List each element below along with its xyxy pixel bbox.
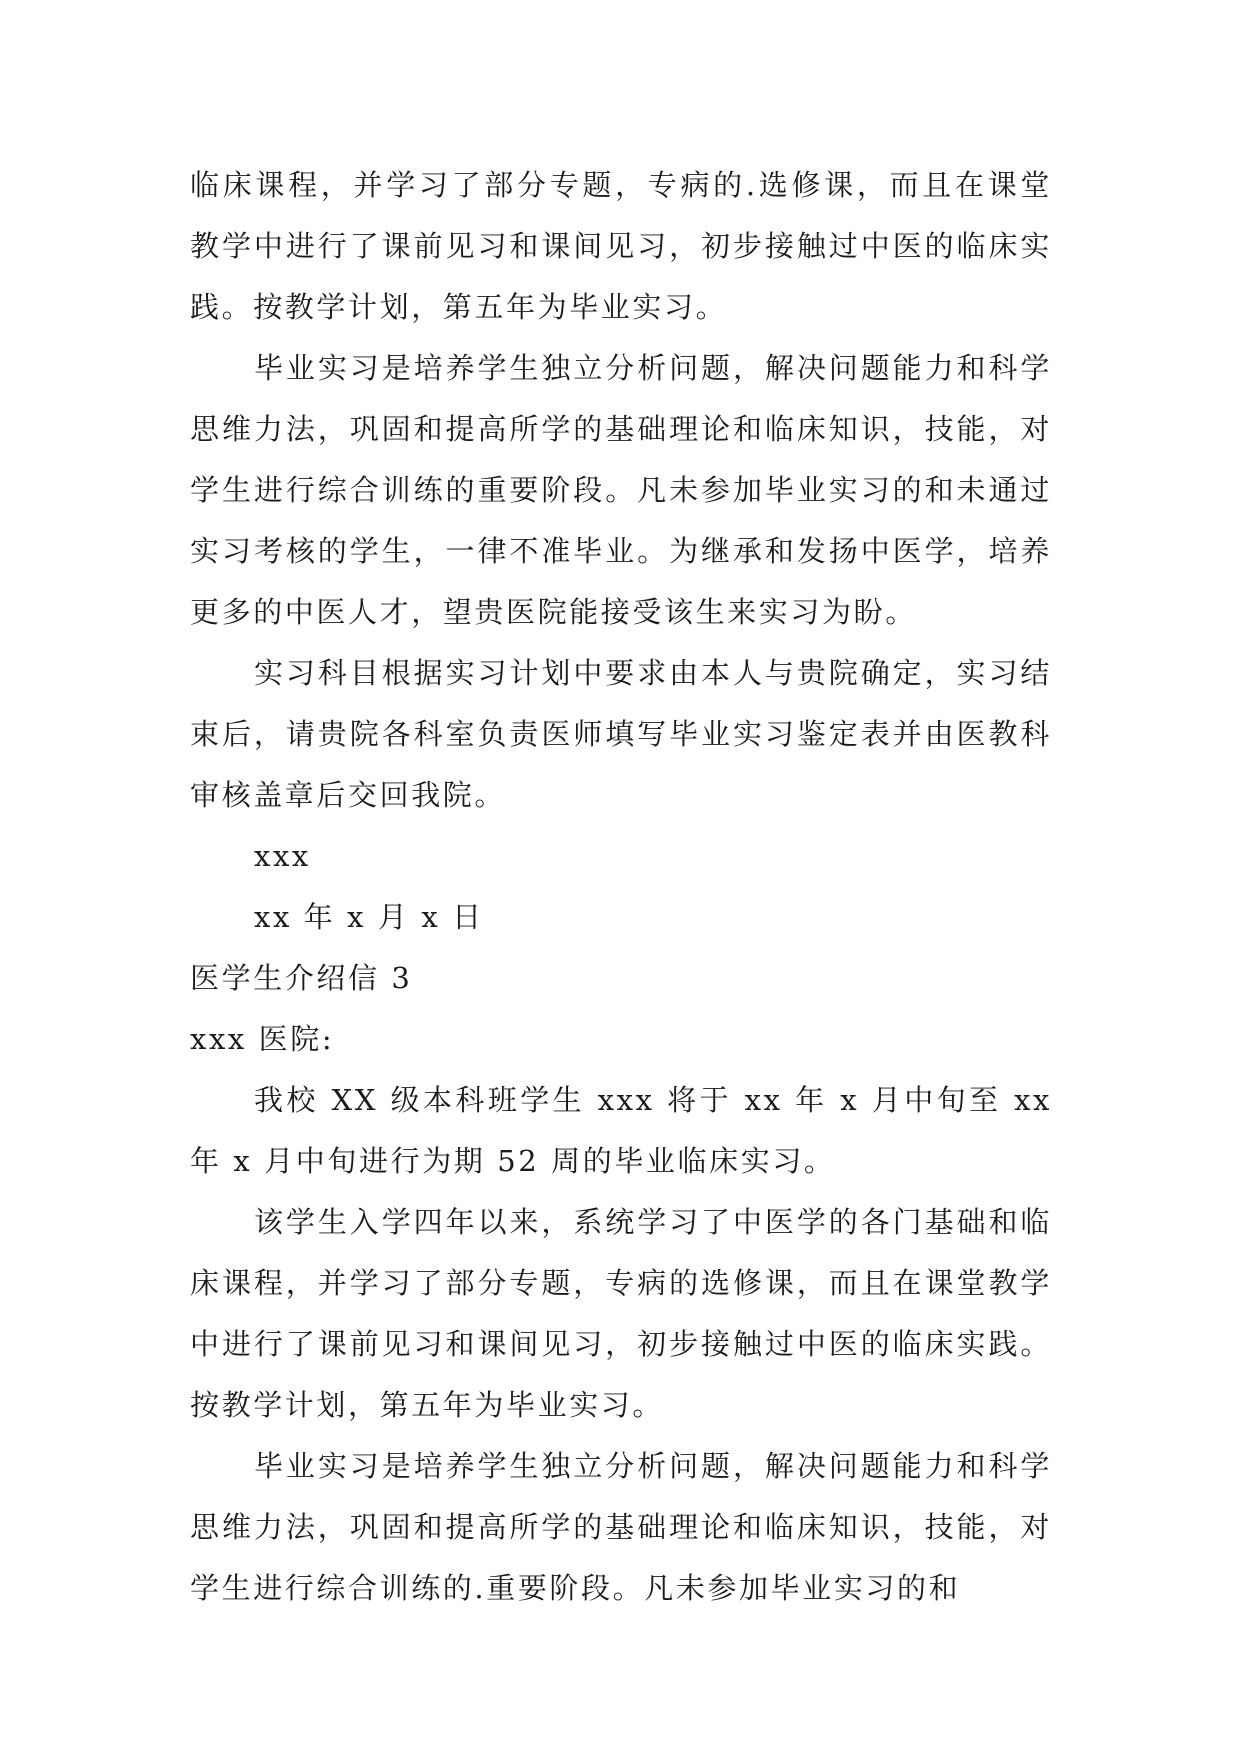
paragraph-internship-purpose-repeat: 毕业实习是培养学生独立分析问题，解决问题能力和科学思维力法，巩固和提高所学的基础理论和临床知识，技能，对学生进行综合训练的.重要阶段。凡未参加毕业实习的和 bbox=[190, 1449, 1052, 1605]
document-body bbox=[190, 155, 1052, 1619]
paragraph-student-studies: 该学生入学四年以来，系统学习了中医学的各门基础和临床课程，并学习了部分专题，专病的选修课，而且在课堂教学中进行了课前见习和课间见习，初步接触过中医的临床实践。按教学计划，第五年为毕业实习。 bbox=[190, 1205, 1052, 1422]
paragraph-student-introduction: 我校 XX 级本科班学生 xxx 将于 xx 年 x 月中旬至 xx 年 x 月中旬进行为期 52 周的毕业临床实习。 bbox=[190, 1083, 1052, 1178]
paragraph-internship-purpose: 毕业实习是培养学生独立分析问题，解决问题能力和科学思维力法，巩固和提高所学的基础理论和临床知识，技能，对学生进行综合训练的重要阶段。凡未参加毕业实习的和未通过实习考核的学生，一律不准毕业。为继承和发扬中医学，培养更多的中医人才，望贵医院能接受该生来实习为盼。 bbox=[190, 351, 1052, 629]
paragraph-internship-subjects: 实习科目根据实习计划中要求由本人与贵院确定，实习结束后，请贵院各科室负责医师填写毕业实习鉴定表并由医教科审核盖章后交回我院。 bbox=[190, 656, 1052, 812]
signature-name: xxx bbox=[254, 839, 311, 873]
section-heading: 医学生介绍信 3 bbox=[190, 961, 413, 995]
paragraph-continued-clinical-courses: 临床课程，并学习了部分专题，专病的.选修课，而且在课堂教学中进行了课前见习和课间见习，初步接触过中医的临床实践。按教学计划，第五年为毕业实习。 bbox=[190, 168, 1052, 324]
signature-date: xx 年 x 月 x 日 bbox=[254, 900, 484, 934]
letter-salutation: xxx 医院: bbox=[190, 1022, 335, 1056]
